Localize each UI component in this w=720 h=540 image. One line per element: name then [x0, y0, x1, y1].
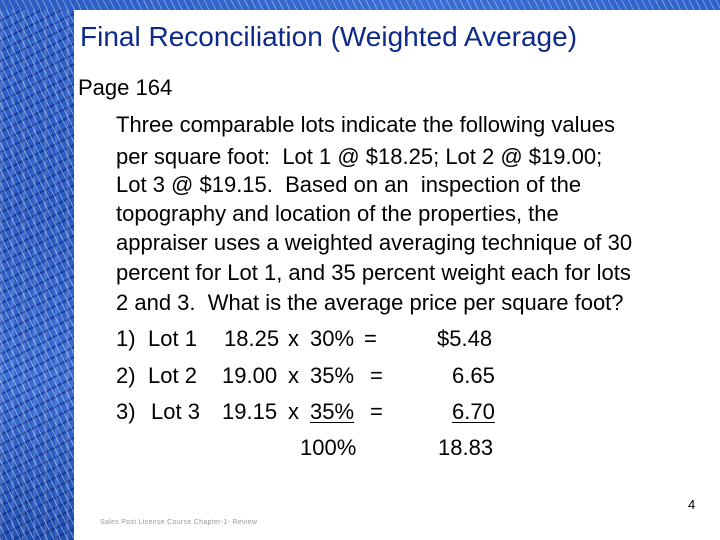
decorative-top-band — [0, 0, 720, 10]
footer-text: Sales Post License Course Chapter-1- Review — [100, 519, 258, 526]
row-equals: = — [364, 326, 377, 351]
row-number: 2) — [116, 363, 136, 388]
row-lot: Lot 1 — [148, 326, 197, 351]
paragraph-line: topography and location of the properties, the — [116, 201, 559, 226]
row-operator: x — [288, 399, 299, 424]
paragraph-line: Three comparable lots indicate the following values — [116, 112, 615, 137]
row-percent: 35% — [310, 399, 355, 424]
row-value: 18.25 — [224, 326, 280, 351]
page-title: Final Reconciliation (Weighted Average) — [80, 21, 578, 52]
page-number: 4 — [688, 497, 696, 512]
row-value: 19.15 — [222, 399, 278, 424]
total-result: 18.83 — [438, 435, 494, 460]
row-equals: = — [370, 399, 383, 424]
row-result: 6.70 — [452, 399, 495, 424]
row-lot: Lot 3 — [151, 399, 200, 424]
row-percent: 35% — [310, 363, 355, 388]
paragraph-line: per square foot: Lot 1 @ $18.25; Lot 2 @ $19.00; — [116, 144, 603, 169]
row-result: $5.48 — [437, 326, 493, 351]
decorative-left-band — [0, 0, 74, 540]
paragraph-line: appraiser uses a weighted averaging technique of 30 — [116, 230, 633, 255]
row-operator: x — [288, 363, 299, 388]
row-percent: 30% — [310, 326, 355, 351]
row-number: 1) — [116, 326, 136, 351]
total-percent: 100% — [300, 435, 357, 460]
row-operator: x — [288, 326, 299, 351]
row-equals: = — [370, 363, 383, 388]
page-reference: Page 164 — [78, 75, 173, 100]
paragraph-line: percent for Lot 1, and 35 percent weight each for lots — [116, 260, 631, 285]
paragraph-line: 2 and 3. What is the average price per square foot? — [116, 290, 624, 315]
paragraph-line: Lot 3 @ $19.15. Based on an inspection of the — [116, 172, 582, 197]
row-result: 6.65 — [452, 363, 495, 388]
row-lot: Lot 2 — [148, 363, 197, 388]
row-value: 19.00 — [222, 363, 278, 388]
row-number: 3) — [116, 399, 136, 424]
